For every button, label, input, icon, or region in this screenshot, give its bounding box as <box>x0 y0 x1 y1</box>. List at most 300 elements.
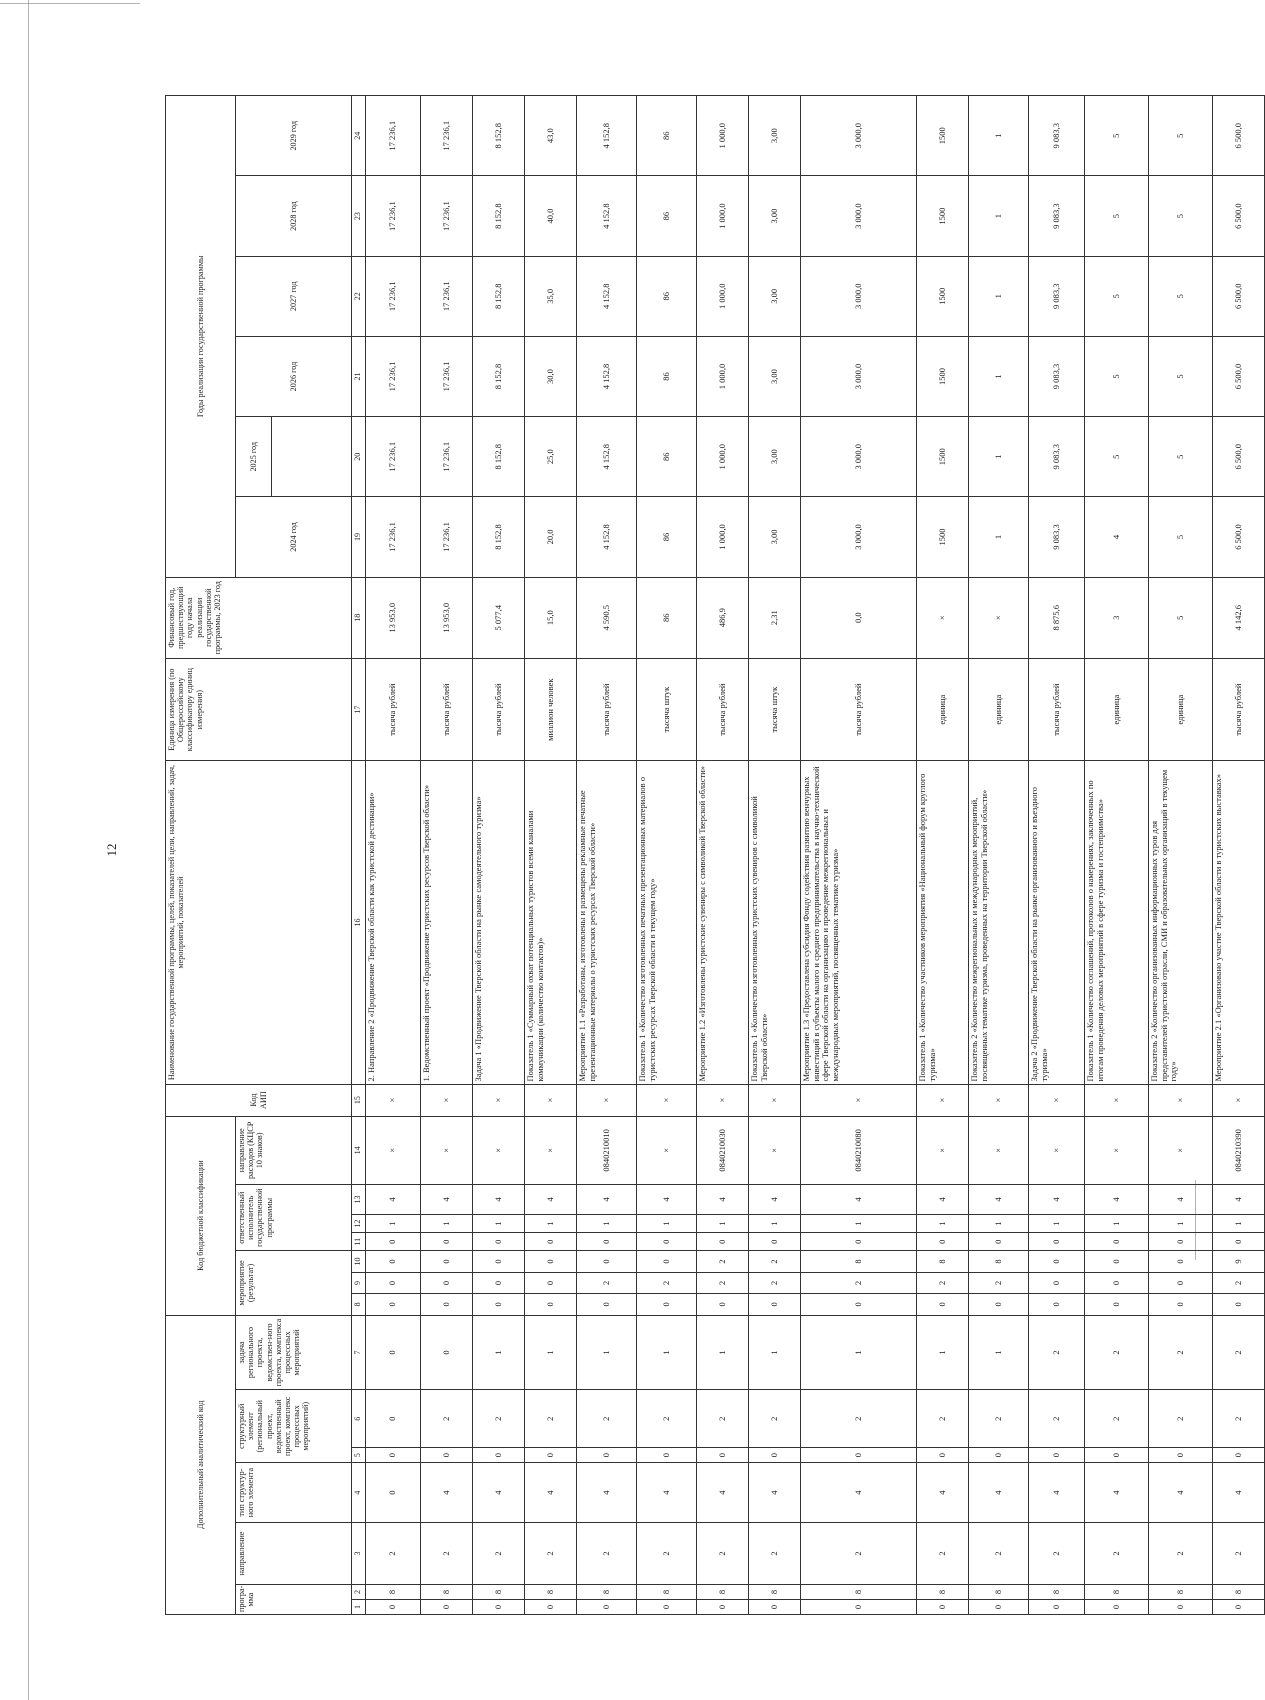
row-code-digit-cell: 4 <box>697 1463 749 1523</box>
row-code-digit-cell: 1 <box>801 1315 917 1390</box>
row-aip-cell: × <box>366 1084 421 1116</box>
row-year-value-cell: 17 236,1 <box>421 176 473 256</box>
row-name-cell: Показатель 1 «Количество участников мероприятия «Национальный форум круглого туризма» <box>917 761 969 1084</box>
row-code-digit-cell: 2 <box>917 1523 969 1585</box>
row-year-value-cell: 17 236,1 <box>421 336 473 416</box>
row-code-digit-cell: 0 <box>637 1600 697 1615</box>
row-code-digit-cell: 2 <box>577 1272 637 1293</box>
row-year-value-cell: 5 <box>1149 96 1213 176</box>
column-number: 11 <box>352 1233 366 1251</box>
row-code-digit-cell: 2 <box>917 1272 969 1293</box>
row-code-digit-cell: 4 <box>1149 1463 1213 1523</box>
row-year-value-cell: 1 <box>969 176 1029 256</box>
header-year-2025: 2025 год <box>236 417 272 497</box>
row-year-value-cell: 86 <box>637 497 697 577</box>
row-code-digit-cell: 0 <box>421 1233 473 1251</box>
column-number: 7 <box>352 1315 366 1390</box>
row-code-digit-cell: 2 <box>749 1272 801 1293</box>
header-budget-code: Код бюджетной классификации <box>166 1116 236 1315</box>
row-expense-code-cell: × <box>525 1116 577 1184</box>
row-year-value-cell: 3,00 <box>749 96 801 176</box>
table-row <box>1085 96 1149 1615</box>
column-number: 22 <box>352 256 366 336</box>
row-year-value-cell: 8 152,8 <box>473 417 525 497</box>
header-years-group: Годы реализации государственной программы <box>166 96 236 578</box>
row-code-digit-cell: 2 <box>1149 1523 1213 1585</box>
row-code-digit-cell: 0 <box>421 1272 473 1293</box>
table-row <box>969 96 1029 1615</box>
row-code-digit-cell: 1 <box>637 1315 697 1390</box>
row-code-digit-cell: 2 <box>1213 1315 1265 1390</box>
row-year-value-cell: 4 152,8 <box>577 256 637 336</box>
column-number: 1 <box>352 1600 366 1615</box>
row-code-digit-cell: 0 <box>1085 1448 1149 1463</box>
row-unit-cell: тысяча рублей <box>421 658 473 761</box>
row-expense-code-cell: × <box>1149 1116 1213 1184</box>
row-unit-cell: единица <box>1085 658 1149 761</box>
header-year-2029: 2029 год <box>236 96 352 176</box>
row-year-value-cell: 17 236,1 <box>366 256 421 336</box>
row-year-value-cell: 3,00 <box>749 417 801 497</box>
row-code-digit-cell: 0 <box>525 1233 577 1251</box>
header-measure: мероприятие (результат) <box>236 1251 352 1315</box>
row-unit-cell: тысяча рублей <box>473 658 525 761</box>
row-year-value-cell: 1500 <box>917 336 969 416</box>
row-code-digit-cell: 0 <box>366 1448 421 1463</box>
row-code-digit-cell: 2 <box>1085 1390 1149 1448</box>
row-year-value-cell: 1500 <box>917 256 969 336</box>
row-name-cell: 2. Направление 2 «Продвижение Тверской области как туристской дестинации» <box>366 761 421 1084</box>
table-row <box>1029 96 1085 1615</box>
row-code-digit-cell: 0 <box>366 1272 421 1293</box>
row-code-digit-cell: 0 <box>1213 1448 1265 1463</box>
row-code-digit-cell: 2 <box>749 1390 801 1448</box>
column-number: 4 <box>352 1463 366 1523</box>
row-code-digit-cell: 2 <box>697 1390 749 1448</box>
row-code-digit-cell: 2 <box>1149 1390 1213 1448</box>
row-expense-code-cell: 0840210030 <box>697 1116 749 1184</box>
row-year-value-cell: 17 236,1 <box>366 417 421 497</box>
row-code-digit-cell: 1 <box>637 1215 697 1233</box>
row-code-digit-cell: 4 <box>525 1463 577 1523</box>
row-code-digit-cell: 0 <box>1149 1233 1213 1251</box>
row-code-digit-cell: 0 <box>749 1294 801 1315</box>
header-task: задача регионального проекта, ведомствен-ного проекта, комплекса процессных мероприятий <box>236 1315 352 1390</box>
row-code-digit-cell: 8 <box>969 1585 1029 1600</box>
row-code-digit-cell: 2 <box>697 1272 749 1293</box>
table-row <box>1149 96 1213 1615</box>
column-number: 16 <box>352 761 366 1084</box>
row-code-digit-cell: 0 <box>1085 1600 1149 1615</box>
column-number: 5 <box>352 1448 366 1463</box>
row-code-digit-cell: 0 <box>801 1233 917 1251</box>
row-year-value-cell: 40,0 <box>525 176 577 256</box>
table-row <box>1213 96 1265 1615</box>
row-code-digit-cell: 0 <box>749 1448 801 1463</box>
row-code-digit-cell: 2 <box>697 1251 749 1272</box>
row-expense-code-cell: × <box>1085 1116 1149 1184</box>
row-code-digit-cell: 0 <box>525 1272 577 1293</box>
row-code-digit-cell: 8 <box>969 1251 1029 1272</box>
row-code-digit-cell: 4 <box>577 1463 637 1523</box>
row-code-digit-cell: 8 <box>525 1585 577 1600</box>
row-code-digit-cell: 8 <box>637 1585 697 1600</box>
column-number: 14 <box>352 1116 366 1184</box>
row-code-digit-cell: 4 <box>1029 1463 1085 1523</box>
row-code-digit-cell: 8 <box>801 1585 917 1600</box>
row-name-cell: Показатель 1 «Количество соглашений, протоколов о намерениях, заключенных по итогам проведения деловых мероприятий в сфере туризма и гостеприимства» <box>1085 761 1149 1084</box>
row-code-digit-cell: 0 <box>366 1294 421 1315</box>
row-year-value-cell: 1 000,0 <box>697 497 749 577</box>
row-year-value-cell: 1 000,0 <box>697 96 749 176</box>
row-code-digit-cell: 0 <box>473 1233 525 1251</box>
row-code-digit-cell: 0 <box>577 1233 637 1251</box>
row-code-digit-cell: 2 <box>801 1523 917 1585</box>
row-year-value-cell: 5 <box>1149 336 1213 416</box>
row-unit-cell: тысяча рублей <box>801 658 917 761</box>
row-year-value-cell: 9 083,3 <box>1029 497 1085 577</box>
row-code-digit-cell: 0 <box>1029 1294 1085 1315</box>
row-aip-cell: × <box>421 1084 473 1116</box>
row-year-value-cell: 8 152,8 <box>473 497 525 577</box>
row-year-value-cell: 4 152,8 <box>577 96 637 176</box>
table-row <box>577 96 637 1615</box>
row-base-year-cell: 486,9 <box>697 577 749 658</box>
row-code-digit-cell: 1 <box>749 1315 801 1390</box>
row-code-digit-cell: 2 <box>749 1523 801 1585</box>
row-year-value-cell: 3 000,0 <box>801 417 917 497</box>
row-aip-cell: × <box>473 1084 525 1116</box>
row-expense-code-cell: × <box>969 1116 1029 1184</box>
row-year-value-cell: 8 152,8 <box>473 96 525 176</box>
row-year-value-cell: 1 000,0 <box>697 176 749 256</box>
row-code-digit-cell: 4 <box>525 1185 577 1215</box>
row-code-digit-cell: 0 <box>1085 1294 1149 1315</box>
row-code-digit-cell: 0 <box>1149 1448 1213 1463</box>
row-year-value-cell: 6 500,0 <box>1213 336 1265 416</box>
row-code-digit-cell: 4 <box>1085 1463 1149 1523</box>
row-code-digit-cell: 2 <box>421 1390 473 1448</box>
row-year-value-cell: 3 000,0 <box>801 176 917 256</box>
scan-edge-line <box>28 0 29 1700</box>
row-code-digit-cell: 2 <box>1029 1315 1085 1390</box>
row-code-digit-cell: 0 <box>473 1272 525 1293</box>
row-expense-code-cell: 0840210390 <box>1213 1116 1265 1184</box>
row-code-digit-cell: 4 <box>801 1463 917 1523</box>
row-code-digit-cell: 2 <box>421 1523 473 1585</box>
row-code-digit-cell: 0 <box>366 1233 421 1251</box>
row-code-digit-cell: 0 <box>697 1448 749 1463</box>
row-year-value-cell: 9 083,3 <box>1029 256 1085 336</box>
row-aip-cell: × <box>801 1084 917 1116</box>
row-aip-cell: × <box>969 1084 1029 1116</box>
row-code-digit-cell: 1 <box>473 1215 525 1233</box>
row-year-value-cell: 5 <box>1149 256 1213 336</box>
row-expense-code-cell: 0840210080 <box>801 1116 917 1184</box>
row-aip-cell: × <box>1149 1084 1213 1116</box>
row-year-value-cell: 3,00 <box>749 256 801 336</box>
row-code-digit-cell: 8 <box>917 1251 969 1272</box>
row-year-value-cell: 1500 <box>917 497 969 577</box>
row-year-value-cell: 1 000,0 <box>697 336 749 416</box>
row-code-digit-cell: 0 <box>1149 1294 1213 1315</box>
row-code-digit-cell: 0 <box>577 1294 637 1315</box>
row-code-digit-cell: 8 <box>577 1585 637 1600</box>
row-year-value-cell: 1 <box>969 336 1029 416</box>
row-code-digit-cell: 0 <box>366 1251 421 1272</box>
row-year-value-cell: 17 236,1 <box>366 176 421 256</box>
row-year-value-cell: 20,0 <box>525 497 577 577</box>
row-code-digit-cell: 1 <box>969 1315 1029 1390</box>
row-code-digit-cell: 2 <box>1213 1272 1265 1293</box>
program-indicators-table <box>165 95 1265 1615</box>
row-code-digit-cell: 2 <box>525 1523 577 1585</box>
row-code-digit-cell: 4 <box>917 1185 969 1215</box>
row-year-value-cell: 4 <box>1085 497 1149 577</box>
row-code-digit-cell: 2 <box>577 1523 637 1585</box>
row-code-digit-cell: 2 <box>366 1523 421 1585</box>
row-code-digit-cell: 4 <box>473 1463 525 1523</box>
row-year-value-cell: 1 <box>969 497 1029 577</box>
row-year-value-cell: 30,0 <box>525 336 577 416</box>
row-year-value-cell: 6 500,0 <box>1213 417 1265 497</box>
row-code-digit-cell: 0 <box>697 1600 749 1615</box>
row-year-value-cell: 5 <box>1085 96 1149 176</box>
row-code-digit-cell: 2 <box>969 1523 1029 1585</box>
row-year-value-cell: 3 000,0 <box>801 96 917 176</box>
row-code-digit-cell: 1 <box>969 1215 1029 1233</box>
row-name-cell: Мероприятие 1.2 «Изготовлены туристские сувениры с символикой Тверской области» <box>697 761 749 1084</box>
row-year-value-cell: 5 <box>1149 497 1213 577</box>
row-code-digit-cell: 1 <box>917 1215 969 1233</box>
row-unit-cell: тысяча рублей <box>697 658 749 761</box>
row-year-value-cell: 43,0 <box>525 96 577 176</box>
row-code-digit-cell: 8 <box>697 1585 749 1600</box>
row-code-digit-cell: 2 <box>917 1390 969 1448</box>
header-name: Наименование государственной программы, целей, показателей цели, направлений, задач, мероприятий, показателей <box>166 761 352 1084</box>
row-code-digit-cell: 0 <box>637 1448 697 1463</box>
row-year-value-cell: 3 000,0 <box>801 336 917 416</box>
row-name-cell: 1. Ведомственный проект «Продвижение туристских ресурсов Тверской области» <box>421 761 473 1084</box>
row-year-value-cell: 6 500,0 <box>1213 497 1265 577</box>
row-code-digit-cell: 0 <box>917 1600 969 1615</box>
row-year-value-cell: 6 500,0 <box>1213 256 1265 336</box>
header-expense-direction: направление расходов (КЦСР 10 знаков) <box>236 1116 352 1184</box>
row-year-value-cell: 17 236,1 <box>421 256 473 336</box>
column-number: 21 <box>352 336 366 416</box>
row-unit-cell: миллион человек <box>525 658 577 761</box>
row-year-value-cell: 17 236,1 <box>421 497 473 577</box>
row-code-digit-cell: 0 <box>525 1448 577 1463</box>
row-unit-cell: единица <box>917 658 969 761</box>
row-code-digit-cell: 0 <box>421 1294 473 1315</box>
row-name-cell: Показатель 2 «Количество межрегиональных и международных мероприятий, посвященных тематике туризма, проведенных на территории Тверской области» <box>969 761 1029 1084</box>
row-base-year-cell: 86 <box>637 577 697 658</box>
row-unit-cell: тысяча рублей <box>577 658 637 761</box>
header-year-2024: 2024 год <box>236 497 352 577</box>
row-code-digit-cell: 0 <box>697 1294 749 1315</box>
row-code-digit-cell: 0 <box>1085 1233 1149 1251</box>
row-code-digit-cell: 0 <box>749 1600 801 1615</box>
row-year-value-cell: 1500 <box>917 96 969 176</box>
column-number: 20 <box>352 417 366 497</box>
row-code-digit-cell: 1 <box>697 1215 749 1233</box>
row-expense-code-cell: × <box>366 1116 421 1184</box>
row-code-digit-cell: 0 <box>366 1390 421 1448</box>
row-aip-cell: × <box>749 1084 801 1116</box>
row-year-value-cell: 35,0 <box>525 256 577 336</box>
row-code-digit-cell: 1 <box>697 1315 749 1390</box>
row-code-digit-cell: 0 <box>697 1233 749 1251</box>
row-code-digit-cell: 1 <box>525 1215 577 1233</box>
row-code-digit-cell: 0 <box>637 1233 697 1251</box>
row-expense-code-cell: × <box>473 1116 525 1184</box>
row-base-year-cell: 2,31 <box>749 577 801 658</box>
row-expense-code-cell: × <box>749 1116 801 1184</box>
row-code-digit-cell: 0 <box>525 1600 577 1615</box>
row-code-digit-cell: 1 <box>917 1315 969 1390</box>
row-year-value-cell: 86 <box>637 176 697 256</box>
row-code-digit-cell: 4 <box>366 1185 421 1215</box>
row-year-value-cell: 1 <box>969 417 1029 497</box>
row-year-value-cell: 8 152,8 <box>473 256 525 336</box>
row-base-year-cell: × <box>917 577 969 658</box>
row-code-digit-cell: 1 <box>525 1315 577 1390</box>
row-code-digit-cell: 1 <box>577 1315 637 1390</box>
row-base-year-cell: 5 <box>1149 577 1213 658</box>
row-code-digit-cell: 8 <box>1029 1585 1085 1600</box>
row-year-value-cell: 9 083,3 <box>1029 96 1085 176</box>
row-year-value-cell: 9 083,3 <box>1029 176 1085 256</box>
row-code-digit-cell: 0 <box>1029 1448 1085 1463</box>
row-year-value-cell: 6 500,0 <box>1213 176 1265 256</box>
row-code-digit-cell: 1 <box>577 1215 637 1233</box>
row-code-digit-cell: 0 <box>1029 1233 1085 1251</box>
row-code-digit-cell: 0 <box>525 1251 577 1272</box>
row-year-value-cell: 5 <box>1149 417 1213 497</box>
row-code-digit-cell: 2 <box>1029 1390 1085 1448</box>
row-code-digit-cell: 2 <box>1213 1390 1265 1448</box>
table-row <box>421 96 473 1615</box>
row-year-value-cell: 1 000,0 <box>697 256 749 336</box>
row-code-digit-cell: 4 <box>801 1185 917 1215</box>
row-name-cell: Задача 1 «Продвижение Тверской области на рынке самодеятельного туризма» <box>473 761 525 1084</box>
row-code-digit-cell: 4 <box>421 1185 473 1215</box>
row-expense-code-cell: × <box>917 1116 969 1184</box>
row-code-digit-cell: 2 <box>1149 1315 1213 1390</box>
column-number: 13 <box>352 1185 366 1215</box>
row-code-digit-cell: 1 <box>473 1315 525 1390</box>
row-year-value-cell: 5 <box>1085 256 1149 336</box>
row-year-value-cell: 3,00 <box>749 497 801 577</box>
row-code-digit-cell: 0 <box>801 1448 917 1463</box>
row-year-value-cell: 5 <box>1085 417 1149 497</box>
row-unit-cell: тысяча рублей <box>366 658 421 761</box>
row-code-digit-cell: 1 <box>1085 1215 1149 1233</box>
row-year-value-cell: 86 <box>637 256 697 336</box>
row-year-value-cell: 3 000,0 <box>801 497 917 577</box>
row-base-year-cell: 3 <box>1085 577 1149 658</box>
row-code-digit-cell: 1 <box>1029 1215 1085 1233</box>
row-year-value-cell: 9 083,3 <box>1029 336 1085 416</box>
column-number: 3 <box>352 1523 366 1585</box>
row-base-year-cell: 8 875,6 <box>1029 577 1085 658</box>
row-code-digit-cell: 2 <box>969 1390 1029 1448</box>
row-year-value-cell: 8 152,8 <box>473 176 525 256</box>
column-number: 17 <box>352 658 366 761</box>
row-year-value-cell: 1500 <box>917 417 969 497</box>
row-code-digit-cell: 0 <box>366 1315 421 1390</box>
header-year-2028: 2028 год <box>236 176 352 256</box>
table-row <box>801 96 917 1615</box>
column-number: 10 <box>352 1251 366 1272</box>
row-code-digit-cell: 4 <box>969 1463 1029 1523</box>
row-code-digit-cell: 2 <box>577 1390 637 1448</box>
row-code-digit-cell: 2 <box>473 1523 525 1585</box>
row-code-digit-cell: 0 <box>577 1448 637 1463</box>
row-base-year-cell: 13 953,0 <box>421 577 473 658</box>
header-year-2026: 2026 год <box>236 336 352 416</box>
header-struct-type: тип структур-ного элемента <box>236 1463 352 1523</box>
row-aip-cell: × <box>1029 1084 1085 1116</box>
row-code-digit-cell: 0 <box>637 1294 697 1315</box>
table-row <box>917 96 969 1615</box>
row-code-digit-cell: 0 <box>1149 1272 1213 1293</box>
row-code-digit-cell: 0 <box>917 1448 969 1463</box>
row-name-cell: Мероприятие 1.1 «Разработаны, изготовлены и размещены рекламные печатные презентационные материалы о туристских ресурсах Тверской области» <box>577 761 637 1084</box>
row-code-digit-cell: 1 <box>421 1215 473 1233</box>
row-code-digit-cell: 4 <box>749 1463 801 1523</box>
row-year-value-cell: 4 152,8 <box>577 417 637 497</box>
row-expense-code-cell: × <box>421 1116 473 1184</box>
row-code-digit-cell: 8 <box>1149 1585 1213 1600</box>
row-code-digit-cell: 4 <box>1213 1463 1265 1523</box>
row-unit-cell: тысяча рублей <box>1029 658 1085 761</box>
row-code-digit-cell: 8 <box>473 1585 525 1600</box>
row-base-year-cell: 4 142,6 <box>1213 577 1265 658</box>
header-executor: ответственный исполнитель государственной программы <box>236 1185 352 1251</box>
row-unit-cell: тысяча штук <box>749 658 801 761</box>
column-number: 23 <box>352 176 366 256</box>
header-year-2025-spacer <box>272 417 352 497</box>
table-row <box>473 96 525 1615</box>
row-year-value-cell: 5 <box>1085 176 1149 256</box>
row-name-cell: Мероприятие 1.3 «Предоставлена субсидия Фонду содействия развитию венчурных инвестиций в субъекты малого и среднего предпринимательства в научно-технической сфере Тверской области на организацию и проведение межрегиональных и международных мероприятий, посвященных тематике туризма» <box>801 761 917 1084</box>
row-name-cell: Задача 2 «Продвижение Тверской области на рынке организованного и въездного туризма» <box>1029 761 1085 1084</box>
row-year-value-cell: 4 152,8 <box>577 176 637 256</box>
column-number: 8 <box>352 1294 366 1315</box>
row-unit-cell: тысяча штук <box>637 658 697 761</box>
row-code-digit-cell: 8 <box>917 1585 969 1600</box>
row-code-digit-cell: 0 <box>421 1600 473 1615</box>
row-year-value-cell: 1 <box>969 96 1029 176</box>
row-year-value-cell: 86 <box>637 417 697 497</box>
row-code-digit-cell: 4 <box>637 1185 697 1215</box>
row-code-digit-cell: 8 <box>366 1585 421 1600</box>
row-code-digit-cell: 1 <box>749 1215 801 1233</box>
row-code-digit-cell: 0 <box>1029 1251 1085 1272</box>
column-number: 2 <box>352 1585 366 1600</box>
row-code-digit-cell: 4 <box>1029 1185 1085 1215</box>
row-code-digit-cell: 8 <box>1085 1585 1149 1600</box>
row-year-value-cell: 3,00 <box>749 176 801 256</box>
row-code-digit-cell: 0 <box>1213 1233 1265 1251</box>
row-code-digit-cell: 1 <box>1213 1215 1265 1233</box>
row-code-digit-cell: 0 <box>421 1448 473 1463</box>
row-code-digit-cell: 8 <box>421 1585 473 1600</box>
row-code-digit-cell: 4 <box>1149 1185 1213 1215</box>
row-code-digit-cell: 2 <box>1213 1523 1265 1585</box>
